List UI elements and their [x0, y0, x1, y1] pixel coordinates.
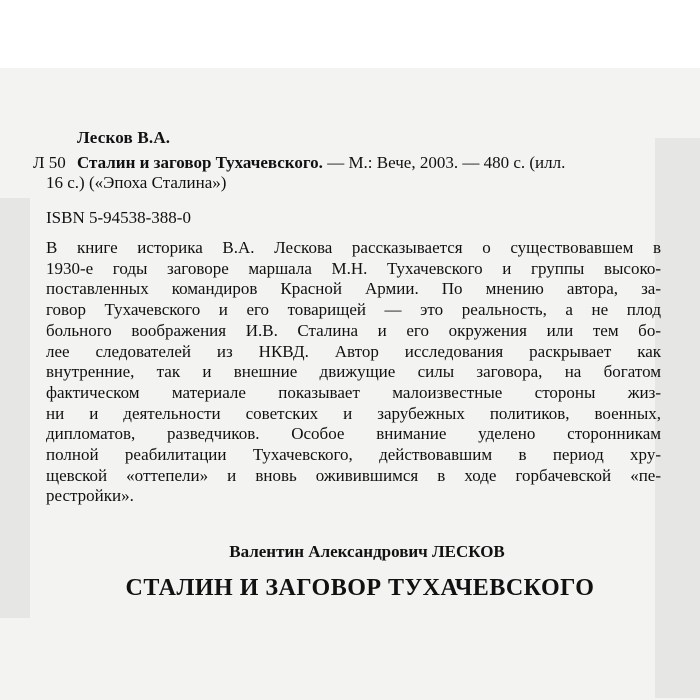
annotation-line: поставленных командиров Красной Армии. По мнению автора, за- [46, 279, 661, 299]
annotation-line: полной реабилитации Тухачевского, действовавшим в период хру- [46, 445, 661, 465]
library-card [0, 68, 700, 700]
annotation-line: больного воображения И.В. Сталина и его окружения или тем бо- [46, 320, 661, 340]
annotation-line: говор Тухачевского и его товарищей — это реальность, а не плод [46, 300, 661, 320]
entry-imprint-continued: 16 с.) («Эпоха Сталина») [46, 173, 227, 192]
entry-title: Сталин и заговор Тухачевского. [77, 153, 323, 172]
annotation-text [46, 238, 661, 507]
classification-code: Л 50 [33, 153, 66, 172]
annotation-line: В книге историка В.А. Лескова рассказывается о существовавшем в [46, 238, 661, 257]
paper-sheet [0, 68, 700, 700]
book-title: СТАЛИН И ЗАГОВОР ТУХАЧЕВСКОГО [125, 575, 595, 601]
entry-imprint: — М.: Вече, 2003. — 480 с. (илл. [322, 153, 566, 172]
annotation-line: лее следователей из НКВД. Автор исследования раскрывает как [46, 341, 661, 361]
bibliographic-entry [77, 153, 667, 173]
isbn: ISBN 5-94538-388-0 [46, 208, 191, 227]
annotation-line: внутренние, так и внешние движущие силы заговора, на богатом [46, 362, 661, 382]
annotation-line: дипломатов, разведчиков. Особое внимание уделено сторонникам [46, 424, 661, 444]
annotation-line: 1930-е годы заговоре маршала М.Н. Тухачевского и группы высоко- [46, 258, 661, 278]
annotation-line: щевской «оттепели» и вновь оживившимся в ходе горбачевской «пе- [46, 465, 661, 485]
book-author: Валентин Александрович ЛЕСКОВ [229, 542, 505, 561]
annotation-line: ни и деятельности советских и зарубежных политиков, военных, [46, 403, 661, 423]
author-heading: Лесков В.А. [77, 128, 171, 147]
annotation-line: фактическом материале показывает малоизвестные стороны жиз- [46, 382, 661, 402]
annotation-line: рестройки». [46, 486, 134, 506]
